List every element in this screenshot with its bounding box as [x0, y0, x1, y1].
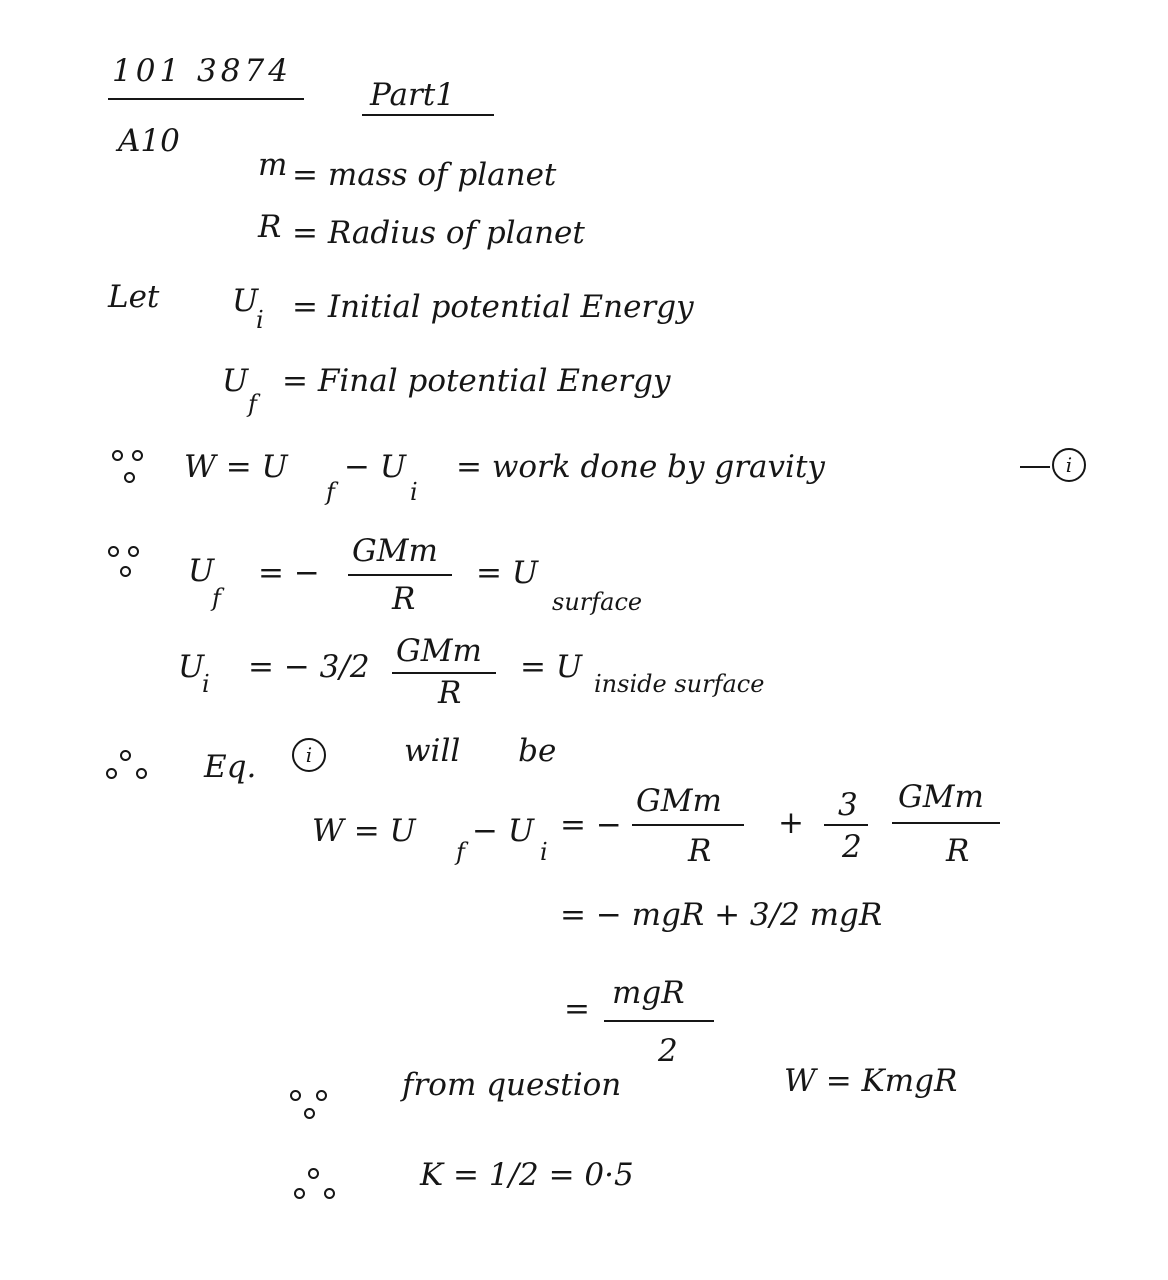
- work-sub-i: i: [410, 478, 418, 506]
- therefore-dot: [316, 1090, 327, 1101]
- therefore-dot: [108, 546, 119, 557]
- final-answer: K = 1/2 = 0·5: [420, 1157, 634, 1193]
- uf-symbol: U: [222, 363, 249, 399]
- therefore-dot: [112, 450, 123, 461]
- w-expand-minus-ui: − U: [472, 813, 534, 849]
- work-minus-ui: − U: [344, 449, 406, 485]
- def-symbol-m: m: [258, 147, 288, 183]
- w-expand-num1: GMm: [636, 783, 722, 819]
- w-expand-bar2: [892, 822, 1000, 824]
- w-expand-plus: +: [778, 805, 804, 841]
- tag-dash: [1020, 466, 1050, 468]
- def-meaning-r: = Radius of planet: [292, 215, 585, 251]
- w-expand-den1: R: [688, 833, 712, 869]
- w-expand-coef-num: 3: [838, 787, 858, 823]
- ui-definition: = Initial potential Energy: [292, 289, 694, 325]
- w-expand-lhs: W = U: [312, 813, 416, 849]
- w-expand-num2: GMm: [898, 779, 984, 815]
- problem-label: A10: [118, 123, 180, 159]
- w-expand-den2: R: [946, 833, 970, 869]
- therefore-dot: [120, 566, 131, 577]
- step3-numerator: mgR: [612, 975, 685, 1011]
- work-lhs: W = U: [184, 449, 288, 485]
- ui-symbol: U: [232, 283, 259, 319]
- id-underline: [108, 98, 304, 100]
- ui-subscript: i: [256, 306, 264, 334]
- equation-tag-i: i: [1052, 448, 1086, 482]
- therefore-dot: [120, 750, 131, 761]
- w-expand-equals: = −: [560, 807, 622, 843]
- w-expand-coef-bar: [824, 824, 868, 826]
- work-description: = work done by gravity: [456, 449, 825, 485]
- student-id: 101 3874: [112, 53, 292, 89]
- w-expand-coef-den: 2: [842, 829, 862, 865]
- therefore-dot: [106, 768, 117, 779]
- ui-eq-sub: i: [202, 670, 210, 698]
- from-question-formula: W = KmgR: [784, 1063, 958, 1099]
- uf-subscript: f: [248, 390, 257, 418]
- therefore-dot: [128, 546, 139, 557]
- therefore-dot: [294, 1188, 305, 1199]
- therefore-dot: [132, 450, 143, 461]
- uf-eq-equals: = −: [258, 555, 320, 591]
- uf-eq-lhs: U: [188, 553, 215, 589]
- ui-eq-rhs-sub: inside surface: [594, 670, 765, 698]
- uf-eq-fraction-bar: [348, 574, 452, 576]
- w-expand-sub-i: i: [540, 838, 548, 866]
- uf-eq-denominator: R: [392, 581, 416, 617]
- w-expand-bar1: [632, 824, 744, 826]
- will-be-text: will be: [404, 733, 557, 769]
- from-question-text: from question: [402, 1067, 622, 1103]
- therefore-dot: [308, 1168, 319, 1179]
- equation-tag-i: i: [292, 738, 326, 772]
- therefore-dot: [136, 768, 147, 779]
- w-expand-sub-f: f: [456, 838, 465, 866]
- part-underline: [362, 114, 494, 116]
- step3-equals: =: [564, 991, 590, 1027]
- therefore-dot: [304, 1108, 315, 1119]
- step2-expression: = − mgR + 3/2 mgR: [560, 897, 883, 933]
- step3-fraction-bar: [604, 1020, 714, 1022]
- ui-eq-lhs: U: [178, 649, 205, 685]
- eq-reference-label: Eq.: [204, 749, 257, 785]
- uf-eq-numerator: GMm: [352, 533, 438, 569]
- let-label: Let: [108, 279, 160, 315]
- therefore-dot: [324, 1188, 335, 1199]
- therefore-dot: [124, 472, 135, 483]
- uf-eq-rhs: = U: [476, 555, 538, 591]
- def-meaning-m: = mass of planet: [292, 157, 557, 193]
- def-symbol-r: R: [258, 209, 282, 245]
- therefore-dot: [290, 1090, 301, 1101]
- ui-eq-denominator: R: [438, 675, 462, 711]
- part-label: Part1: [370, 77, 455, 113]
- uf-eq-sub: f: [212, 584, 221, 612]
- ui-eq-fraction-bar: [392, 672, 496, 674]
- step3-denominator: 2: [658, 1033, 678, 1069]
- uf-eq-rhs-sub: surface: [552, 588, 643, 616]
- ui-eq-equals: = − 3/2: [248, 649, 370, 685]
- work-sub-f: f: [326, 478, 335, 506]
- uf-definition: = Final potential Energy: [282, 363, 671, 399]
- ui-eq-rhs: = U: [520, 649, 582, 685]
- ui-eq-numerator: GMm: [396, 633, 482, 669]
